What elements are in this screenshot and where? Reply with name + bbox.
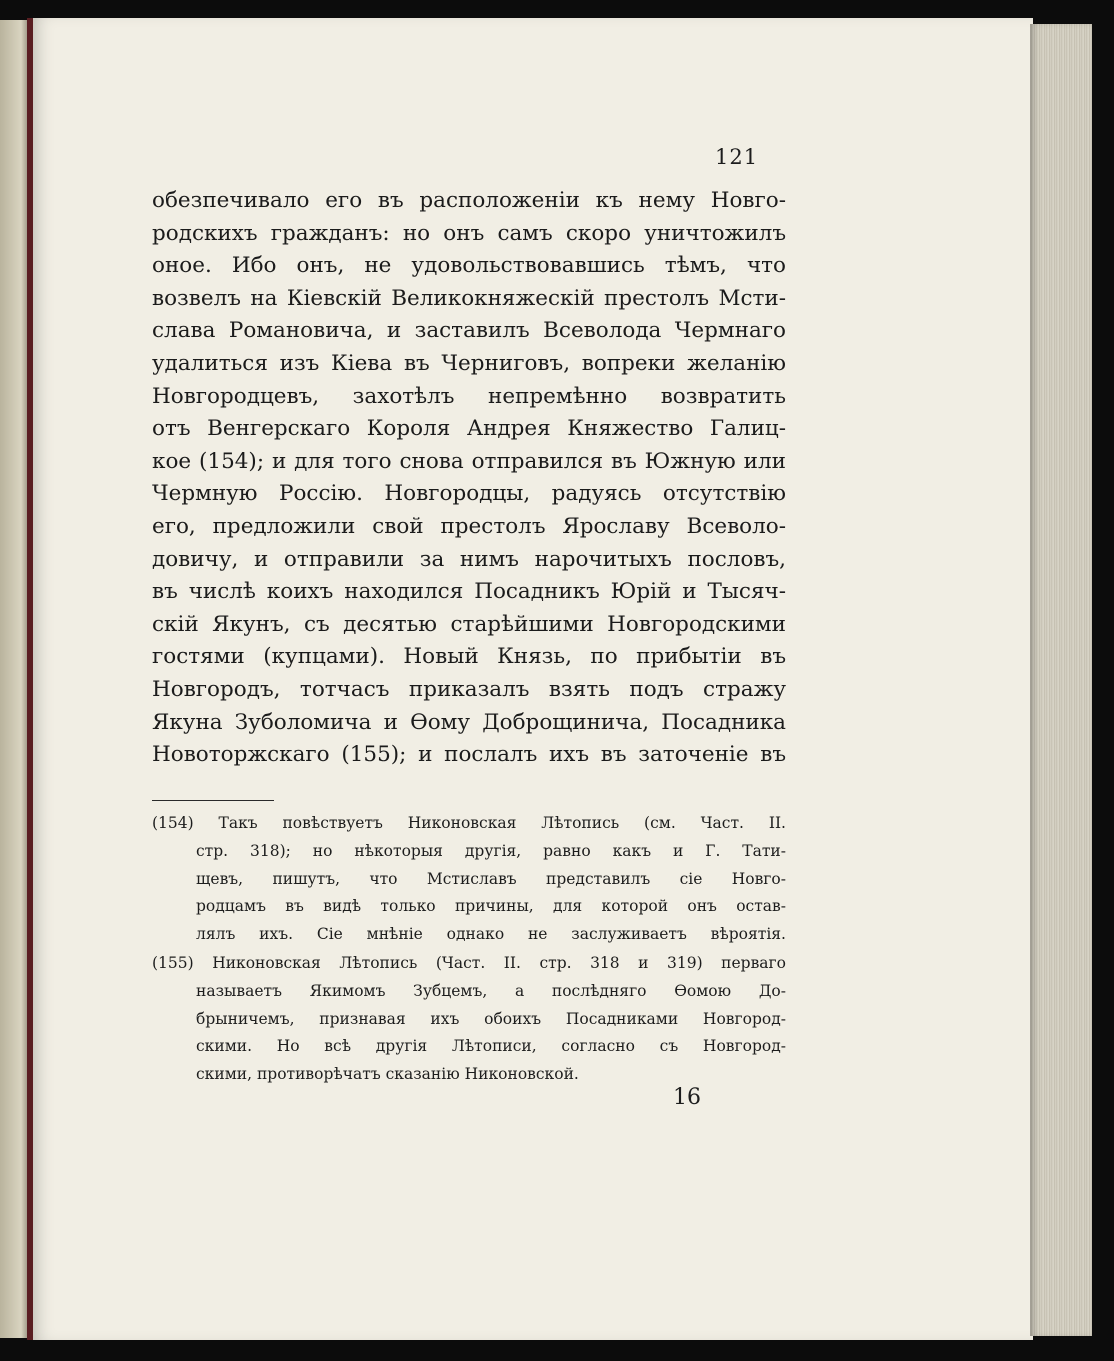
main-line: родскихъ гражданъ: но онъ самъ скоро уничтожилъ (152, 220, 786, 246)
footnote-line: брыничемъ, признавая ихъ обоихъ Посадниками Новгород- (196, 1009, 786, 1028)
facing-page-edge (0, 20, 30, 1338)
main-line: въ числѣ коихъ находился Посадникъ Юрiй и Тысяч- (152, 579, 786, 605)
footnote-line: (154) Такъ повѣствуетъ Никоновская Лѣтопись (см. Част. II. (152, 814, 786, 832)
main-line: гостями (купцами). Новый Князь, по прибытiи въ (152, 644, 786, 670)
main-line: Новгородъ, тотчасъ приказалъ взять подъ стражу (152, 676, 786, 702)
footnote-line: называетъ Якимомъ Зубцемъ, а послѣдняго Ѳомою До- (196, 981, 786, 1000)
main-line: удалиться изъ Кiева въ Черниговъ, вопреки желанiю (152, 350, 786, 376)
main-line: отъ Венгерскаго Короля Андрея Княжество Галиц- (152, 416, 786, 442)
footnote-line: скими, противорѣчатъ сказанiю Никоновской. (196, 1065, 579, 1084)
main-text (152, 185, 786, 772)
footnote-line: лялъ ихъ. Сiе мнѣнiе однако не заслуживаетъ вѣроятiя. (196, 925, 786, 944)
main-line: кое (154); и для того снова отправился въ Южную или (152, 448, 786, 474)
main-line: его, предложили свой престолъ Ярославу Всеволо- (152, 513, 786, 539)
main-line: Новоторжскаго (155); и послалъ ихъ въ заточенiе въ (152, 742, 786, 768)
main-line: Новгородцевъ, захотѣлъ непремѣнно возвратить (152, 383, 786, 409)
main-line: возвелъ на Кiевскiй Великокняжескiй престолъ Мсти- (152, 285, 786, 311)
footnote-line: стр. 318); но нѣкоторыя другiя, равно какъ и Г. Тати- (196, 841, 786, 860)
footnote-154 (152, 810, 786, 949)
footnote-line: скими. Но всѣ другiя Лѣтописи, согласно съ Новгород- (196, 1037, 786, 1056)
page-number: 121 (715, 145, 759, 169)
footnote-line: (155) Никоновская Лѣтопись (Част. II. стр. 318 и 319) перваго (152, 954, 786, 972)
page-fore-edge (1030, 24, 1092, 1336)
main-line: довичу, и отправили за нимъ нарочитыхъ пословъ, (152, 546, 786, 572)
main-line: Якуна Зуболомича и Ѳому Доброщинича, Посадника (152, 709, 786, 735)
signature-mark: 16 (673, 1085, 701, 1110)
main-line: Чермную Россiю. Новгородцы, радуясь отсутствiю (152, 481, 786, 507)
main-line: оное. Ибо онъ, не удовольствовавшись тѣмъ, что (152, 253, 786, 279)
footnote-rule (152, 800, 274, 801)
main-line: скiй Якунъ, съ десятью старѣйшими Новгородскими (152, 611, 786, 637)
main-line: слава Романовича, и заставилъ Всеволода Чермнаго (152, 318, 786, 344)
footnote-line: щевъ, пишутъ, что Мстиславъ представилъ сiе Новго- (196, 869, 786, 888)
footnote-155 (152, 950, 786, 1089)
main-line: обезпечивало его въ расположенiи къ нему Новго- (152, 188, 786, 213)
footnote-line: родцамъ въ видѣ только причины, для которой онъ остав- (196, 897, 786, 916)
